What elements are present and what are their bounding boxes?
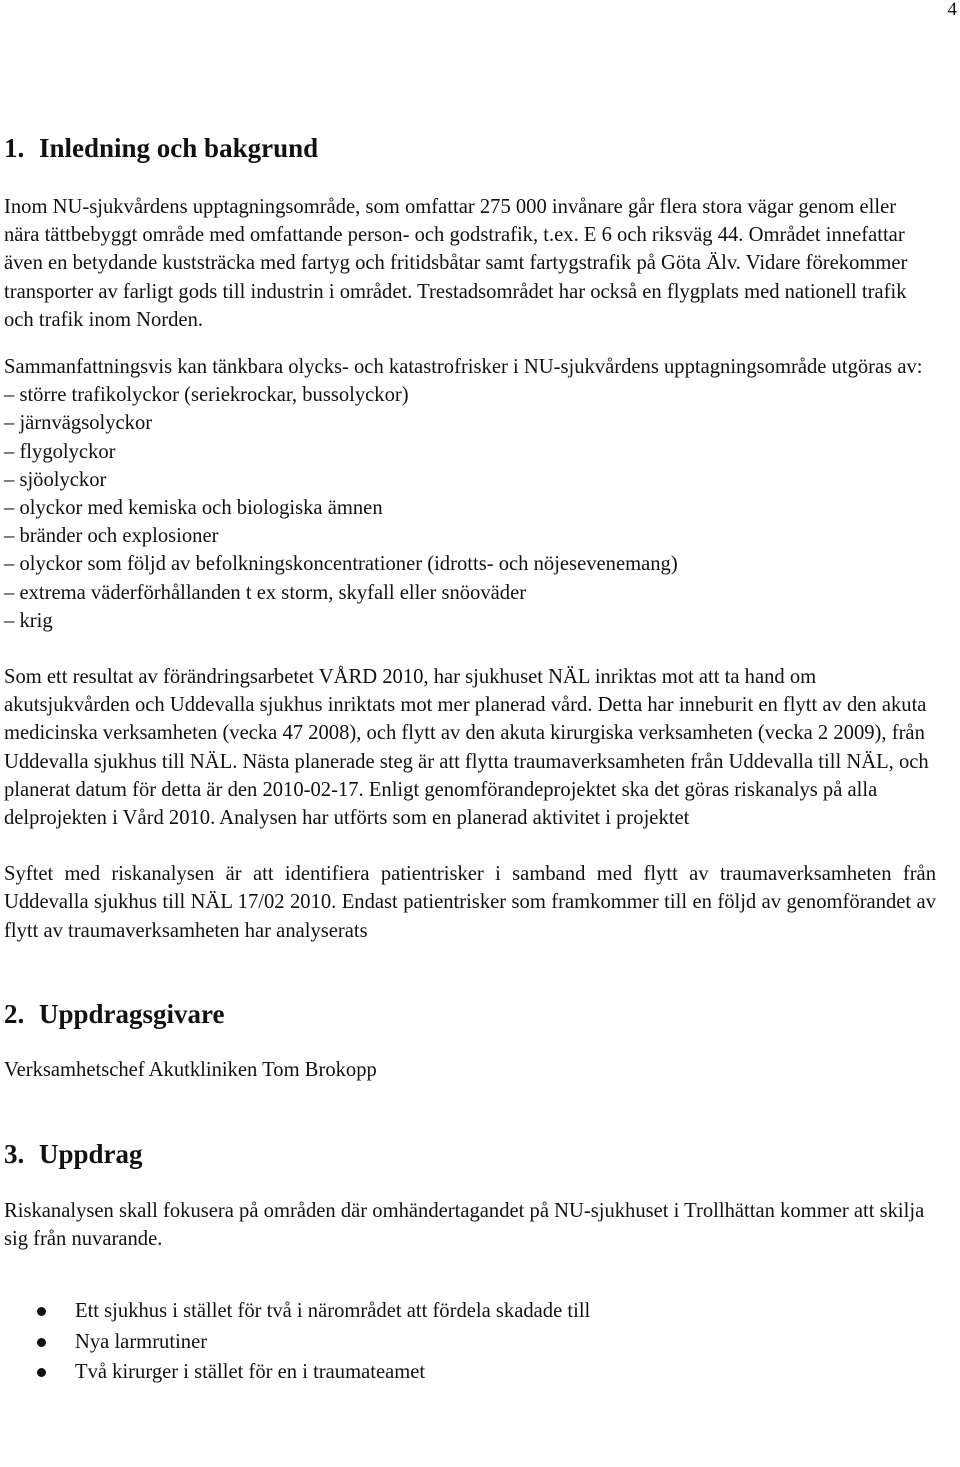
section-3-title: Uppdrag bbox=[39, 1139, 143, 1170]
bullet-icon bbox=[37, 1368, 46, 1377]
section-1-title: Inledning och bakgrund bbox=[39, 133, 319, 163]
bullet-icon bbox=[37, 1338, 46, 1347]
section-2-title: Uppdragsgivare bbox=[39, 998, 225, 1029]
assignment-paragraph: Riskanalysen skall fokusera på områden där omhändertagandet på NU-sjukhuset i Trollhättan kommer att skilja sig från nuvarande. bbox=[4, 1200, 925, 1251]
risk-list-item: – större trafikolyckor (seriekrockar, bussolyckor) bbox=[4, 384, 409, 407]
risk-list-item: – sjöolyckor bbox=[4, 468, 107, 491]
risk-list-item: – flygolyckor bbox=[4, 440, 116, 463]
bullet-text: Två kirurger i stället för en i traumateamet bbox=[75, 1361, 426, 1384]
purpose-paragraph: Syftet med riskanalysen är att identifiera patientrisker i samband med flytt av traumaverksamheten från Uddevalla sjukhus till NÄL 17/02 2010. Endast patientrisker som framkommer till en följd av genomförandet av flytt av traumaverksamheten har analyserats bbox=[4, 863, 936, 942]
assignment-bullet-list bbox=[4, 1296, 936, 1388]
section-3-heading bbox=[4, 1134, 936, 1174]
risks-intro-paragraph: Sammanfattningsvis kan tänkbara olycks- och katastrofrisker i NU-sjukvårdens upptagningsområde utgöras av: bbox=[4, 356, 923, 379]
bullet-list-item bbox=[4, 1296, 936, 1327]
risk-list bbox=[4, 381, 936, 635]
bullet-list-item bbox=[4, 1327, 936, 1358]
page-number: 4 bbox=[947, 0, 957, 20]
risk-list-item: – krig bbox=[4, 609, 53, 632]
risk-list-item: – olyckor med kemiska och biologiska ämnen bbox=[4, 497, 383, 520]
section-2-number: 2. bbox=[4, 998, 25, 1029]
section-1-heading bbox=[4, 128, 936, 168]
risk-list-item: – extrema väderförhållanden t ex storm, skyfall eller snöoväder bbox=[4, 581, 527, 604]
section-3-number: 3. bbox=[4, 1139, 25, 1170]
commissioner-paragraph: Verksamhetschef Akutkliniken Tom Brokopp bbox=[4, 1058, 377, 1081]
risk-list-item: – bränder och explosioner bbox=[4, 525, 219, 548]
page-content bbox=[4, 128, 936, 1388]
bullet-icon bbox=[37, 1307, 46, 1316]
bullet-list-item bbox=[4, 1357, 936, 1388]
bullet-text: Nya larmrutiner bbox=[75, 1330, 208, 1353]
change-work-paragraph: Som ett resultat av förändringsarbetet VÅRD 2010, har sjukhuset NÄL inriktas mot att ta hand om akutsjukvården och Uddevalla sjukhus inriktats mot mer planerad vård. Detta har inneburit en flytt av den akuta medicinska verksamheten (vecka 47 2008), och flytt av den akuta kirurgiska verksamheten (vecka 2 2009), från Uddevalla sjukhus till NÄL. Nästa planerade steg är att flytta traumaverksamheten från Uddevalla till NÄL, och planerat datum för detta är den 2010-02-17. Enligt genomförandeprojektet ska det göras riskanalys på alla delprojekten i Vård 2010. Analysen har utförts som en planerad aktivitet i projektet bbox=[4, 666, 929, 830]
section-1-number: 1. bbox=[4, 133, 25, 163]
intro-paragraph: Inom NU-sjukvårdens upptagningsområde, som omfattar 275 000 invånare går flera stora vägar genom eller nära tättbebyggt område med omfattande person- och godstrafik, t.ex. E 6 och riksväg 44. Området innefattar även en betydande kuststräcka med fartyg och fritidsbåtar samt fartygstrafik på Göta Älv. Vidare förekommer transporter av farligt gods till industrin i området. Trestadsområdet har också en flygplats med nationell trafik och trafik inom Norden. bbox=[4, 196, 908, 331]
risk-list-item: – olyckor som följd av befolkningskoncentrationer (idrotts- och nöjesevenemang) bbox=[4, 553, 678, 576]
bullet-text: Ett sjukhus i stället för två i närområdet att fördela skadade till bbox=[75, 1300, 591, 1323]
risk-list-item: – järnvägsolyckor bbox=[4, 412, 153, 435]
section-2-heading bbox=[4, 994, 936, 1034]
